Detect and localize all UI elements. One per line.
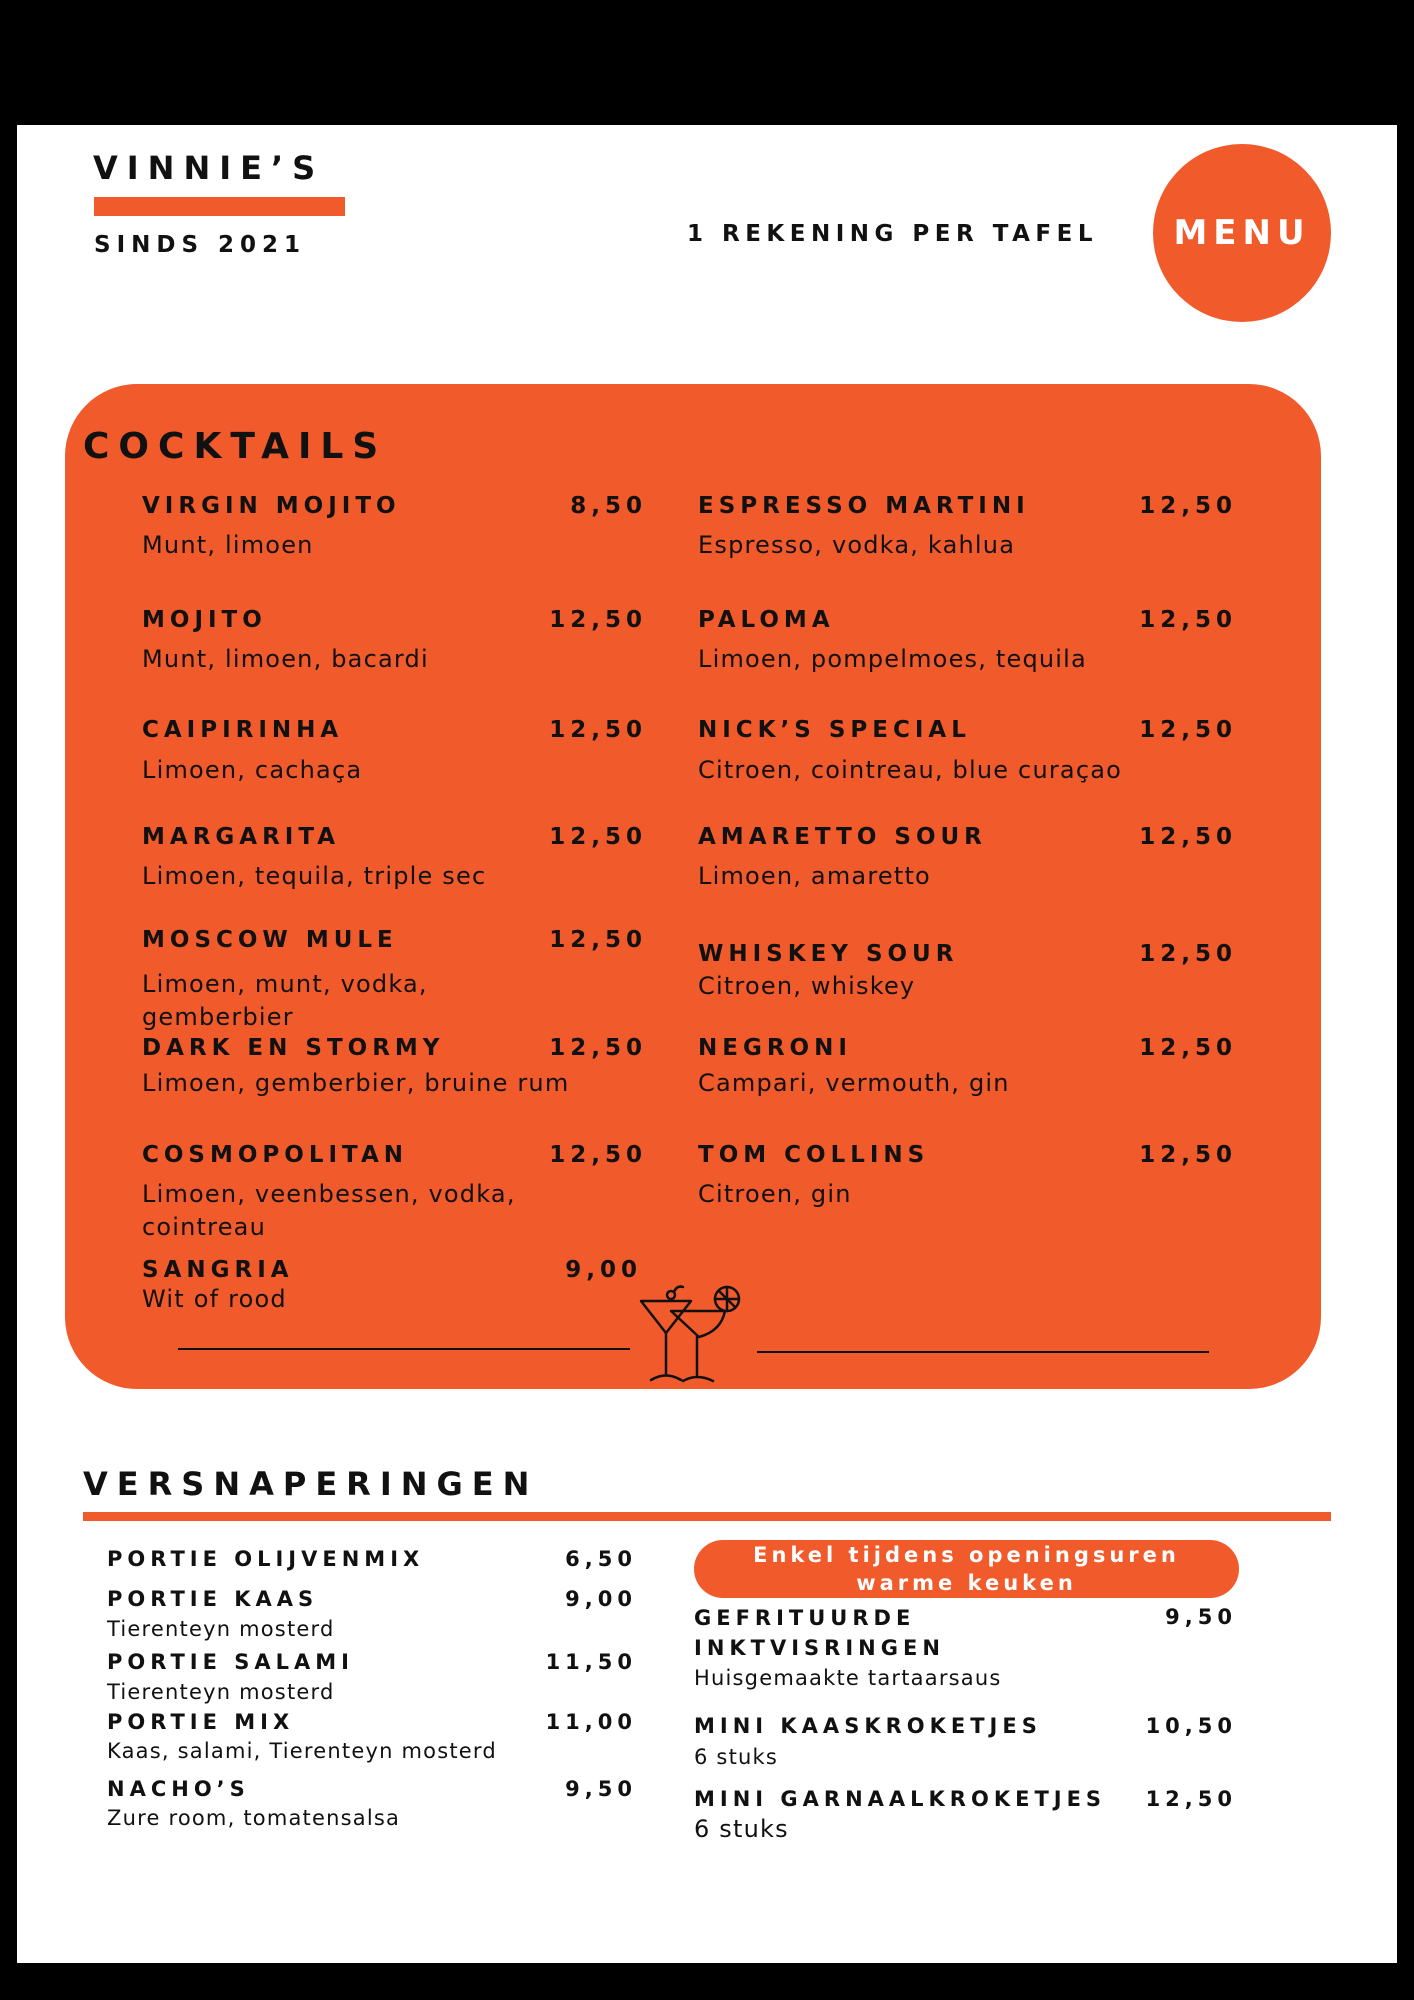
- cocktail-description: Citroen, whiskey: [698, 972, 916, 1000]
- cocktail-description: Limoen, cachaça: [142, 756, 363, 784]
- cocktail-price: 12,50: [549, 1142, 647, 1168]
- snack-price: 9,00: [565, 1587, 637, 1611]
- cocktail-name: MARGARITA: [142, 824, 341, 850]
- cocktail-price: 12,50: [1139, 1035, 1237, 1061]
- snack-description: Tierenteyn mosterd: [107, 1617, 335, 1641]
- cocktail-name: SANGRIA: [142, 1257, 294, 1283]
- cocktail-name: CAIPIRINHA: [142, 717, 344, 743]
- cocktail-price: 12,50: [549, 1035, 647, 1061]
- cocktail-price: 8,50: [570, 493, 647, 519]
- cocktail-name: NICK’S SPECIAL: [698, 717, 971, 743]
- cocktails-divider-left: [178, 1348, 630, 1350]
- cocktail-price: 12,50: [549, 927, 647, 953]
- cocktail-description: Citroen, gin: [698, 1180, 852, 1208]
- snack-description: Tierenteyn mosterd: [107, 1680, 335, 1704]
- cocktail-description: Limoen, amaretto: [698, 862, 931, 890]
- snack-description: Huisgemaakte tartaarsaus: [694, 1666, 1002, 1690]
- snack-name: PORTIE SALAMI: [107, 1650, 354, 1674]
- cocktail-description: Limoen, tequila, triple sec: [142, 862, 487, 890]
- snack-price: 11,00: [545, 1710, 637, 1734]
- cocktails-title: COCKTAILS: [83, 426, 388, 467]
- snack-name: MINI GARNAALKROKETJES: [694, 1787, 1107, 1811]
- snack-name: MINI KAASKROKETJES: [694, 1714, 1042, 1738]
- snacks-accent-rule: [83, 1512, 1331, 1521]
- cocktail-name: NEGRONI: [698, 1035, 852, 1061]
- cocktail-price: 12,50: [1139, 717, 1237, 743]
- cocktail-description: Limoen, gemberbier, bruine rum: [142, 1069, 570, 1097]
- cocktail-price: 12,50: [549, 607, 647, 633]
- billing-note: 1 REKENING PER TAFEL: [687, 221, 1098, 247]
- snack-name: GEFRITUURDE INKTVISRINGEN: [694, 1606, 945, 1660]
- snack-price: 10,50: [1145, 1714, 1237, 1738]
- cocktails-divider-right: [757, 1351, 1209, 1353]
- cocktail-price: 12,50: [1139, 1142, 1237, 1168]
- snack-price: 12,50: [1145, 1787, 1237, 1811]
- snack-name: PORTIE MIX: [107, 1710, 295, 1734]
- cocktail-glasses-icon: [633, 1283, 757, 1387]
- snack-description: Kaas, salami, Tierenteyn mosterd: [107, 1739, 497, 1763]
- cocktail-description: Limoen, munt, vodka, gemberbier: [142, 970, 428, 1031]
- snack-name: PORTIE KAAS: [107, 1587, 319, 1611]
- cocktail-name: VIRGIN MOJITO: [142, 493, 401, 519]
- cocktail-name: MOJITO: [142, 607, 267, 633]
- cocktail-name: DARK EN STORMY: [142, 1035, 445, 1061]
- menu-page: [17, 125, 1397, 1963]
- cocktail-description: Munt, limoen: [142, 531, 314, 559]
- warm-kitchen-note-line2: warme keuken: [856, 1571, 1077, 1595]
- cocktail-price: 12,50: [1139, 607, 1237, 633]
- snack-description: 6 stuks: [694, 1745, 779, 1769]
- snack-name: NACHO’S: [107, 1777, 250, 1801]
- snack-price: 9,50: [1165, 1605, 1237, 1629]
- snack-description: 6 stuks: [694, 1815, 789, 1843]
- snack-description: Zure room, tomatensalsa: [107, 1806, 401, 1830]
- cocktail-name: WHISKEY SOUR: [698, 941, 959, 967]
- snack-price: 11,50: [545, 1650, 637, 1674]
- snack-name: PORTIE OLIJVENMIX: [107, 1547, 425, 1571]
- snack-price: 6,50: [565, 1547, 637, 1571]
- cocktail-name: PALOMA: [698, 607, 835, 633]
- cocktail-price: 12,50: [1139, 493, 1237, 519]
- cocktail-name: TOM COLLINS: [698, 1142, 930, 1168]
- cocktail-description: Campari, vermouth, gin: [698, 1069, 1010, 1097]
- cocktail-description: Espresso, vodka, kahlua: [698, 531, 1016, 559]
- cocktail-price: 9,00: [565, 1257, 642, 1283]
- snacks-title: VERSNAPERINGEN: [83, 1465, 539, 1503]
- cocktail-description: Limoen, pompelmoes, tequila: [698, 645, 1087, 673]
- cocktail-name: AMARETTO SOUR: [698, 824, 987, 850]
- cocktail-name: COSMOPOLITAN: [142, 1142, 409, 1168]
- warm-kitchen-note-line1: Enkel tijdens openingsuren: [753, 1543, 1180, 1567]
- brand-name: VINNIE’S: [93, 149, 325, 187]
- cocktail-price: 12,50: [549, 824, 647, 850]
- cocktail-price: 12,50: [1139, 941, 1237, 967]
- cocktail-name: ESPRESSO MARTINI: [698, 493, 1030, 519]
- cocktail-description: Citroen, cointreau, blue curaçao: [698, 756, 1123, 784]
- menu-badge: MENU: [1153, 144, 1331, 322]
- warm-kitchen-note: [694, 1540, 1239, 1598]
- cocktail-description: Limoen, veenbessen, vodka, cointreau: [142, 1180, 516, 1241]
- cocktail-description: Munt, limoen, bacardi: [142, 645, 429, 673]
- since-year: SINDS 2021: [94, 232, 307, 258]
- cocktail-price: 12,50: [1139, 824, 1237, 850]
- brand-accent-bar: [94, 197, 345, 216]
- snack-price: 9,50: [565, 1777, 637, 1801]
- cocktail-price: 12,50: [549, 717, 647, 743]
- cocktail-description: Wit of rood: [142, 1285, 287, 1313]
- cocktail-name: MOSCOW MULE: [142, 927, 398, 953]
